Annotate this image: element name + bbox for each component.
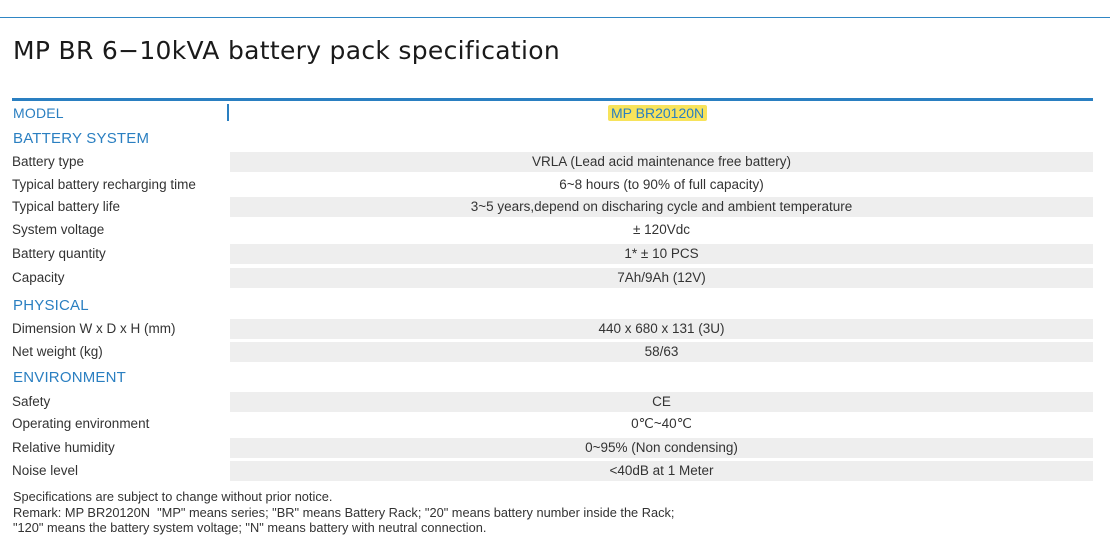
spec-value: 58/63	[230, 342, 1093, 362]
spec-row	[12, 244, 1093, 264]
spec-label: Dimension W x D x H (mm)	[12, 321, 176, 336]
spec-label: Capacity	[12, 270, 65, 285]
page-title: MP BR 6−10kVA battery pack specification	[13, 36, 560, 65]
section-physical: PHYSICAL	[13, 297, 89, 314]
spec-row	[12, 414, 1093, 434]
table-top-rule	[12, 98, 1093, 101]
spec-value: <40dB at 1 Meter	[230, 461, 1093, 481]
spec-row	[12, 319, 1093, 339]
spec-label: Battery type	[12, 154, 85, 169]
spec-row	[12, 268, 1093, 288]
spec-label: Operating environment	[12, 416, 150, 431]
section-environment: ENVIRONMENT	[13, 369, 127, 386]
spec-label: Noise level	[12, 463, 79, 478]
spec-row	[12, 392, 1093, 412]
spec-label: Typical battery recharging time	[12, 177, 196, 192]
spec-row	[12, 461, 1093, 481]
spec-label: Relative humidity	[12, 440, 115, 455]
spec-label: System voltage	[12, 222, 105, 237]
footnote-line: Remark: MP BR20120N "MP" means series; "BR" means Battery Rack; "20" means battery number inside the Rack;	[13, 504, 675, 520]
spec-value: VRLA (Lead acid maintenance free battery)	[230, 152, 1093, 172]
footnote-line: "120" means the battery system voltage; "N" means battery with neutral connection.	[13, 520, 487, 535]
spec-row	[12, 342, 1093, 362]
spec-value: CE	[230, 392, 1093, 412]
spec-label: Net weight (kg)	[12, 344, 103, 359]
footnotes	[13, 489, 674, 536]
spec-value: 7Ah/9Ah (12V)	[230, 268, 1093, 288]
spec-row	[12, 175, 1093, 195]
spec-value: 0~95% (Non condensing)	[230, 438, 1093, 458]
spec-value: ± 120Vdc	[230, 220, 1093, 240]
section-battery-system: BATTERY SYSTEM	[13, 130, 150, 147]
model-value: MP BR20120N	[608, 105, 707, 121]
spec-label: Battery quantity	[12, 246, 106, 261]
spec-value: 1* ± 10 PCS	[230, 244, 1093, 264]
model-label: MODEL	[13, 105, 64, 121]
spec-row	[12, 197, 1093, 217]
spec-row	[12, 220, 1093, 240]
spec-label: Safety	[12, 394, 51, 409]
footnote-line: Specifications are subject to change without prior notice.	[13, 489, 333, 504]
model-row	[12, 102, 1093, 124]
spec-label: Typical battery life	[12, 199, 121, 214]
spec-row	[12, 152, 1093, 172]
spec-value: 6~8 hours (to 90% of full capacity)	[230, 175, 1093, 195]
spec-value: 440 x 680 x 131 (3U)	[230, 319, 1093, 339]
top-divider	[0, 17, 1110, 18]
spec-value: 0℃~40℃	[230, 414, 1093, 434]
spec-row	[12, 438, 1093, 458]
model-divider	[227, 104, 229, 121]
spec-value: 3~5 years,depend on discharing cycle and ambient temperature	[230, 197, 1093, 217]
